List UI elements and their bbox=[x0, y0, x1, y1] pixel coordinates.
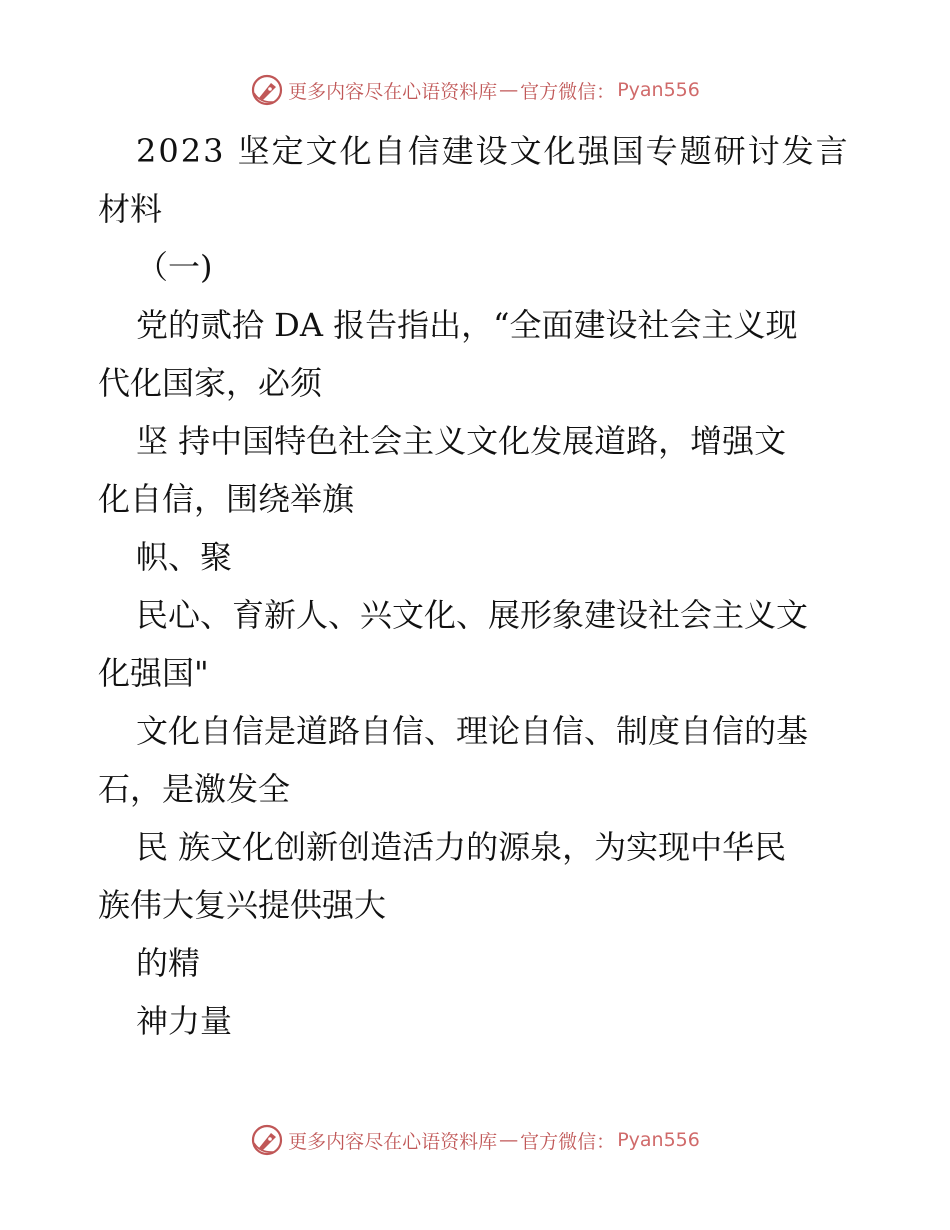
header-watermark bbox=[0, 70, 950, 110]
pen-nib-circle-icon bbox=[250, 73, 284, 107]
paragraph-line: 化自信，围绕举旗 bbox=[98, 480, 355, 518]
watermark-contact-label: 官方微信： bbox=[520, 1130, 616, 1153]
document-title-line-2: 材料 bbox=[98, 190, 163, 228]
watermark-contact-label: 官方微信： bbox=[520, 80, 616, 103]
document-title-line-1: 2023 坚定文化自信建设文化强国专题研讨发言 bbox=[136, 132, 850, 170]
watermark-contact-id: Pyan556 bbox=[617, 79, 700, 101]
paragraph-line: 代化国家，必须 bbox=[98, 364, 323, 402]
paragraph-line: 神力量 bbox=[136, 1002, 233, 1040]
paragraph-line: 文化自信是道路自信、理论自信、制度自信的基 bbox=[136, 712, 809, 750]
pen-nib-circle-icon bbox=[250, 1123, 284, 1157]
watermark-brand-text: 更多内容尽在心语资料库 bbox=[288, 80, 498, 103]
paragraph-line: 民心、育新人、兴文化、展形象建设社会主义文 bbox=[136, 596, 809, 634]
footer-watermark bbox=[0, 1120, 950, 1160]
watermark-contact-id: Pyan556 bbox=[617, 1129, 700, 1151]
watermark-brand-text: 更多内容尽在心语资料库 bbox=[288, 1130, 498, 1153]
paragraph-line: 民 族文化创新创造活力的源泉，为实现中华民 bbox=[136, 828, 787, 866]
paragraph-line: 党的贰拾 DA 报告指出，“全面建设社会主义现 bbox=[136, 306, 798, 344]
paragraph-line: 族伟大复兴提供强大 bbox=[98, 886, 387, 924]
document-body bbox=[98, 122, 858, 1050]
paragraph-line: 化强国" bbox=[98, 654, 209, 692]
watermark-dash: — bbox=[499, 79, 519, 101]
section-number: （一) bbox=[136, 248, 213, 286]
watermark-dash: — bbox=[499, 1129, 519, 1151]
paragraph-line: 石，是激发全 bbox=[98, 770, 291, 808]
paragraph-line: 的精 bbox=[136, 944, 201, 982]
paragraph-line: 帜、聚 bbox=[136, 538, 233, 576]
paragraph-line: 坚 持中国特色社会主义文化发展道路，增强文 bbox=[136, 422, 787, 460]
